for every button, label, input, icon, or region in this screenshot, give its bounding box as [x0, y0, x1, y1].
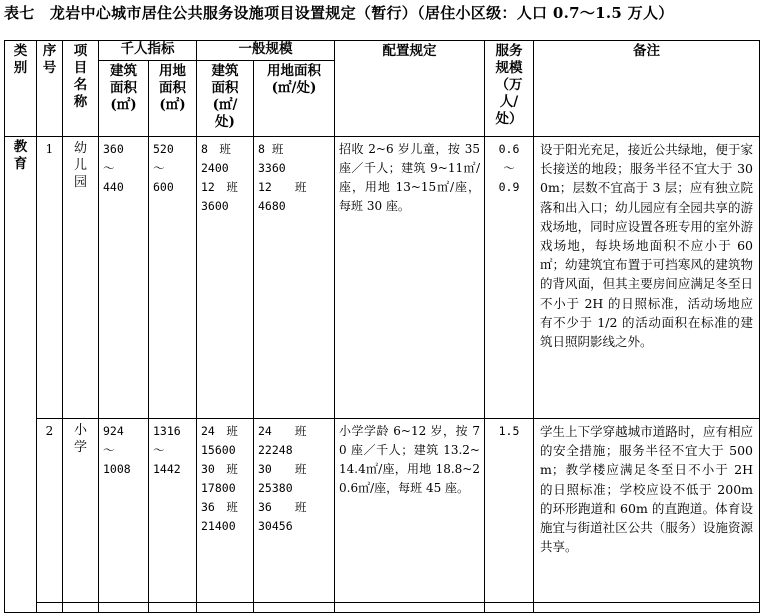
- header-remarks: 备注: [534, 41, 760, 137]
- cell-name: 小学: [63, 419, 99, 603]
- facility-table: [4, 40, 760, 613]
- cell-config: 小学学龄 6~12 岁，按 70 座／千人；建筑 13.2~14.4㎡/座，用地 18.8~20.6㎡/座，每班 45 座。: [335, 419, 485, 603]
- table-row: [5, 137, 760, 419]
- cell-seq: 2: [37, 419, 63, 603]
- header-service-scale: 服务规模（万人/处）: [485, 41, 534, 137]
- table-row-continued: [5, 603, 760, 613]
- cell-remarks: 学生上下学穿越城市道路时，应有相应的安全措施；服务半径不宜大于 500m；教学楼应满足冬至日不小于 2H 的日照标准；学校应设不低于 200m 的环形跑道和 60m 的直跑道。体育设施宜与街道社区公共（服务）设施资源共享。: [534, 419, 760, 603]
- cell-remarks: 设于阳光充足，接近公共绿地，便于家长接送的地段；服务半径不宜大于 300m；层数不宜高于 3 层；应有独立院落和出入口；幼儿园应有全园共享的游戏场地，同时应设置各班专用的室外游戏场地，每块场地面积不应小于 60 ㎡；幼建筑宜布置于可挡寒风的建筑物的背风面，但其主要房间应满足冬至日不小于 2H 的日照标准，活动场地应有不少于 1/2 的活动面积在标准的建筑日照阴影线之外。: [534, 137, 760, 419]
- cell-pt-land: 1316 ～ 1442: [149, 419, 197, 603]
- cell-category: 教育: [5, 137, 37, 613]
- cell-gs-build: 24 班 15600 30 班 17800 36 班 21400: [197, 419, 254, 603]
- cell-name: 幼儿园: [63, 137, 99, 419]
- cell-pt-build: 360 ～ 440: [99, 137, 149, 419]
- cell-pt-land: 520 ～ 600: [149, 137, 197, 419]
- cell-service: 1.5: [485, 419, 534, 603]
- header-seq: 序号: [37, 41, 63, 137]
- cell-gs-land: 8 班 3360 12 班 4680: [254, 137, 335, 419]
- header-gs-build-area: 建筑面积(㎡/处): [197, 61, 254, 137]
- cell-gs-land: 24 班 22248 30 班 25380 36 班 30456: [254, 419, 335, 603]
- header-config: 配置规定: [335, 41, 485, 137]
- header-category: 类别: [5, 41, 37, 137]
- cell-gs-build: 8 班 2400 12 班 3600: [197, 137, 254, 419]
- table-title: 表七 龙岩中心城市居住公共服务设施项目设置规定（暂行）（居住小区级：人口 0.7～1.5 万人）: [4, 4, 674, 22]
- header-per-thousand: 千人指标: [99, 41, 197, 61]
- cell-pt-build: 924 ～ 1008: [99, 419, 149, 603]
- cell-config: 招收 2~6 岁儿童，按 35 座／千人；建筑 9~11㎡/座，用地 13~15㎡/座，每班 30 座。: [335, 137, 485, 419]
- header-pt-land-area: 用地面积(㎡): [149, 61, 197, 137]
- cell-service: 0.6 ～ 0.9: [485, 137, 534, 419]
- header-pt-build-area: 建筑面积(㎡): [99, 61, 149, 137]
- header-general-scale: 一般规模: [197, 41, 335, 61]
- header-name: 项目名称: [63, 41, 99, 137]
- header-gs-land-area: 用地面积(㎡/处): [254, 61, 335, 137]
- table-row: [5, 419, 760, 603]
- cell-seq: 1: [37, 137, 63, 419]
